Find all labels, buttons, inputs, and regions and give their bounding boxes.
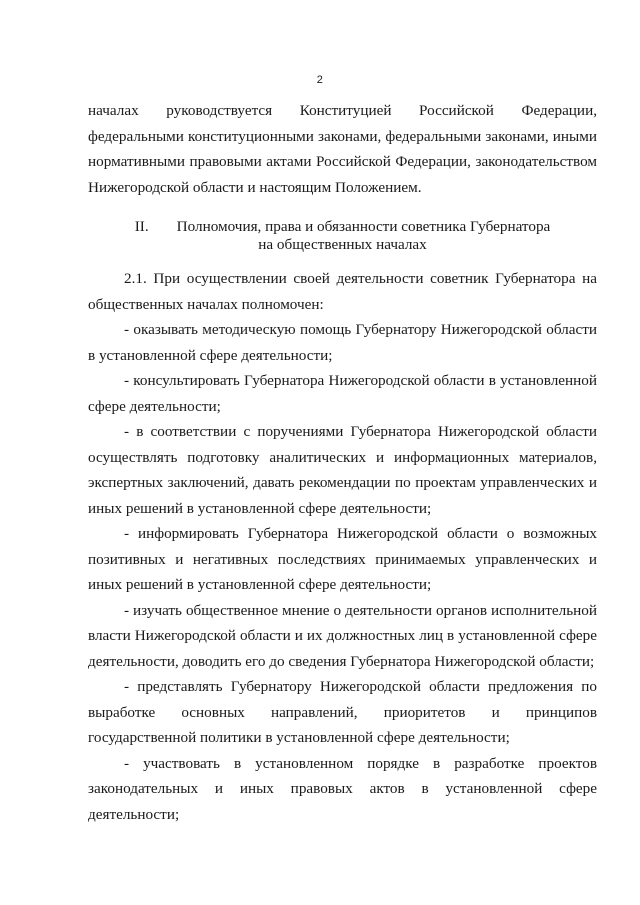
list-item-present-proposals: - представлять Губернатору Нижегородской области предложения по выработке основных направлений, приоритетов и принципов государственной политики в установленной сфере деятельности; bbox=[88, 678, 597, 746]
list-item-study-public-opinion: - изучать общественное мнение о деятельности органов исполнительной власти Нижегородской области и их должностных лиц в установленной сфере деятельности, доводить его до сведения Губернатора Нижегородской области; bbox=[88, 601, 597, 670]
list-item-prepare-materials: - в соответствии с поручениями Губернатора Нижегородской области осуществлять подготовку аналитических и информационных материалов, экспертных заключений, давать рекомендации по проектам управленческих и иных решений в установленной сфере деятельности; bbox=[88, 423, 597, 517]
page-number: 2 bbox=[316, 74, 324, 86]
paragraph-2-1: 2.1. При осуществлении своей деятельности советник Губернатора на общественных началах полномочен: bbox=[88, 270, 597, 313]
document-body bbox=[88, 98, 597, 827]
section-title-line2: на общественных началах bbox=[258, 236, 427, 253]
section-heading-line1 bbox=[88, 218, 597, 236]
section-title-line1: Полномочия, права и обязанности советника Губернатора bbox=[176, 218, 551, 235]
list-item-consult: - консультировать Губернатора Нижегородской области в установленной сфере деятельности; bbox=[88, 372, 597, 415]
intro-paragraph: началах руководствуется Конституцией Российской Федерации, федеральными конституционными законами, федеральными законами, иными нормативными правовыми актами Российской Федерации, законодательством Нижегородской области и настоящим Положением. bbox=[88, 102, 597, 196]
list-item-methodical-help: - оказывать методическую помощь Губернатору Нижегородской области в установленной сфере деятельности; bbox=[88, 321, 597, 364]
section-heading bbox=[88, 218, 597, 254]
list-item-participate-drafting: - участвовать в установленном порядке в разработке проектов законодательных и иных правовых актов в установленной сфере деятельности; bbox=[88, 754, 597, 823]
section-numeral: II. bbox=[134, 218, 149, 235]
list-item-inform-governor: - информировать Губернатора Нижегородской области о возможных позитивных и негативных последствиях принимаемых управленческих и иных решений в установленной сфере деятельности; bbox=[88, 525, 597, 593]
